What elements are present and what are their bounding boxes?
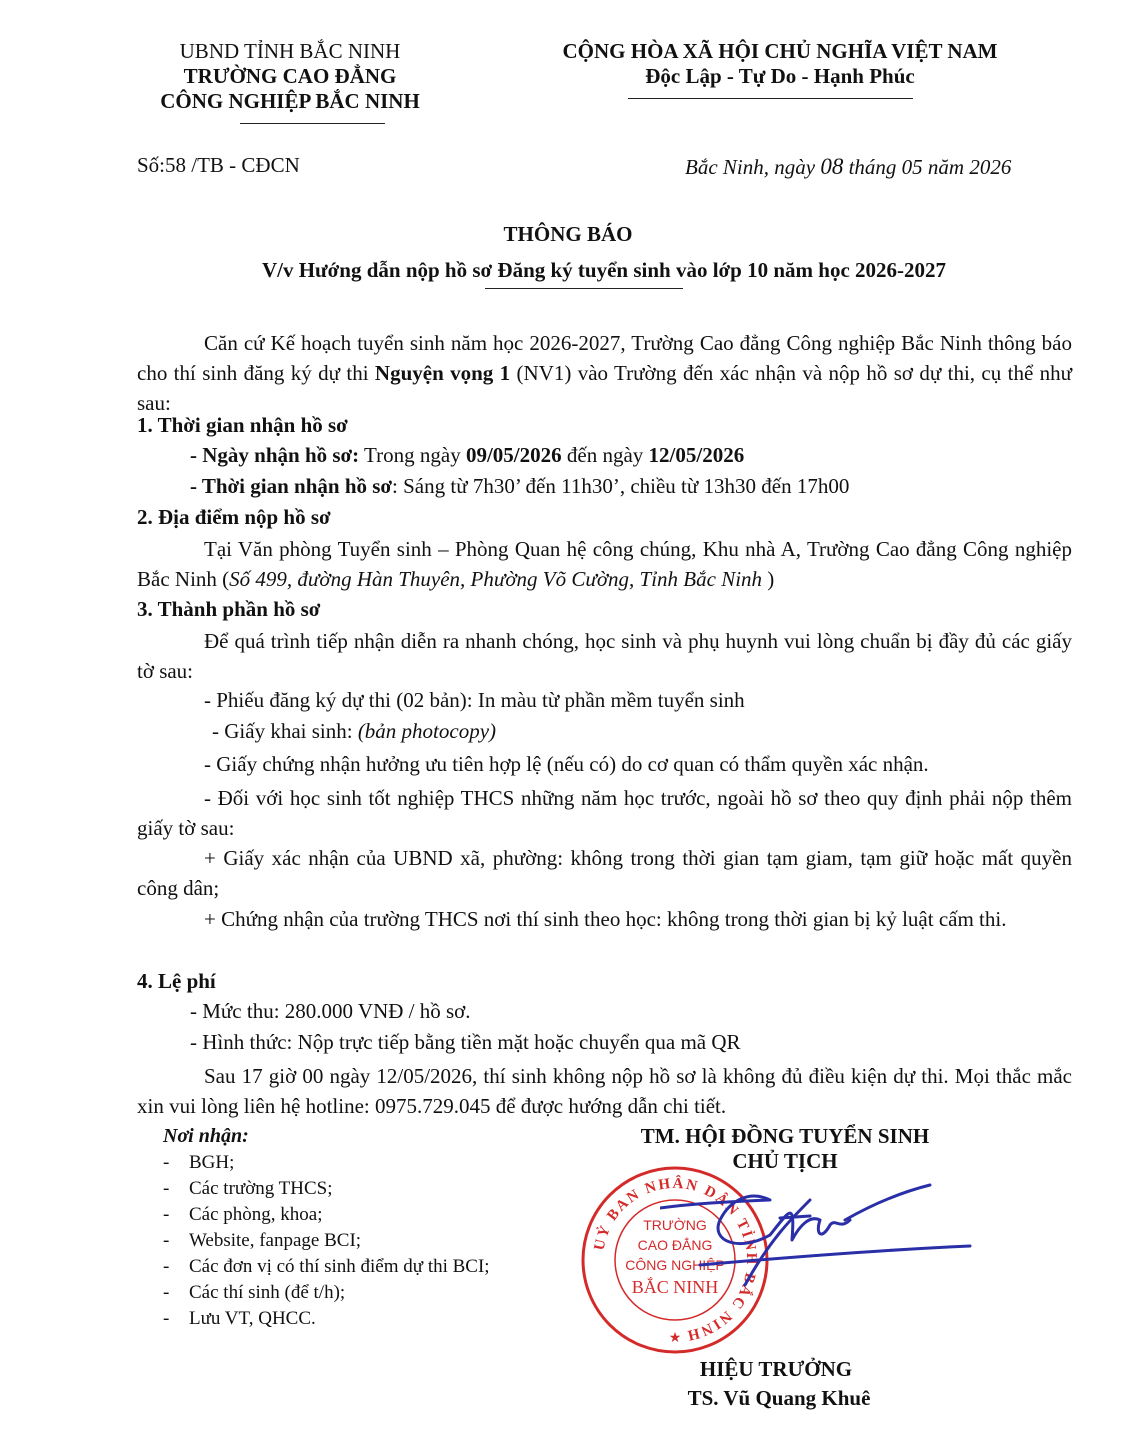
subject-underline <box>485 288 683 289</box>
date-day: 08 <box>820 154 844 179</box>
signer-position: HIỆU TRƯỞNG <box>699 1357 853 1381</box>
signature-line2: CHỦ TỊCH <box>732 1149 838 1174</box>
list-item: - Các thí sinh (để t/h); <box>163 1282 346 1303</box>
list-item: - Các phòng, khoa; <box>163 1204 323 1225</box>
issuer-block <box>130 39 450 115</box>
section1-date: - Ngày nhận hồ sơ: Trong ngày 09/05/2026 đến ngày 12/05/2026 <box>190 443 745 467</box>
list-item: - BGH; <box>163 1152 235 1173</box>
section3-item-priority: - Giấy chứng nhận hưởng ưu tiên hợp lệ (nếu có) do cơ quan có thẩm quyền xác nhận. <box>204 752 929 776</box>
page-title: THÔNG BÁO <box>503 222 633 246</box>
date-prefix: Bắc Ninh, ngày <box>685 155 816 179</box>
issuer-school-line1: TRƯỜNG CAO ĐẲNG <box>183 64 397 89</box>
national-motto-block <box>525 39 1035 89</box>
motto-underline <box>628 98 913 99</box>
list-item: - Lưu VT, QHCC. <box>163 1308 316 1329</box>
section3-item-previous-grads: - Đối với học sinh tốt nghiệp THCS những năm học trước, ngoài hồ sơ theo quy định phải nộp thêm giấy tờ sau: <box>137 786 1072 840</box>
section4-note: Sau 17 giờ 00 ngày 12/05/2026, thí sinh không nộp hồ sơ là không đủ điều kiện dự thi. Mọi thắc mắc xin vui lòng liên hệ hotline: 0975.729.045 để được hướng dẫn chi tiết. <box>137 1064 1072 1118</box>
issuer-underline <box>240 123 385 124</box>
date-rest: tháng 05 năm 2026 <box>848 155 1012 179</box>
section3-intro: Để quá trình tiếp nhận diễn ra nhanh chóng, học sinh và phụ huynh vui lòng chuẩn bị đầy đủ các giấy tờ sau: <box>137 629 1072 683</box>
section3-item-birth-certificate: - Giấy khai sinh: (bản photocopy) <box>212 719 497 743</box>
section3-heading: 3. Thành phần hồ sơ <box>137 597 321 621</box>
list-item: - Website, fanpage BCI; <box>163 1230 362 1251</box>
stamp-line1: TRƯỜNG <box>643 1217 707 1233</box>
stamp-line4: BẮC NINH <box>631 1277 719 1297</box>
section3-item-ward-confirmation: + Giấy xác nhận của UBND xã, phường: không trong thời gian tạm giam, tạm giữ hoặc mất quyền công dân; <box>137 846 1072 900</box>
intro-paragraph: Căn cứ Kế hoạch tuyển sinh năm học 2026-2027, Trường Cao đẳng Công nghiệp Bắc Ninh thông báo cho thí sinh đăng ký dự thi Nguyện vọng 1 (NV1) vào Trường đến xác nhận và nộp hồ sơ dự thi, cụ thể như sau: <box>137 331 1073 415</box>
list-item: - Các đơn vị có thí sinh điểm dự thi BCI; <box>163 1256 490 1277</box>
recipients-heading: Nơi nhận: <box>163 1125 249 1147</box>
document-subject: V/v Hướng dẫn nộp hồ sơ Đăng ký tuyển sinh vào lớp 10 năm học 2026-2027 <box>261 258 947 282</box>
issuer-authority: UBND TỈNH BẮC NINH <box>179 39 401 63</box>
recipients-list <box>163 1150 490 1332</box>
document-date <box>685 153 1011 181</box>
section4-heading: 4. Lệ phí <box>137 969 216 993</box>
signer-name: TS. Vũ Quang Khuê <box>687 1386 871 1410</box>
section4-fee: - Mức thu: 280.000 VNĐ / hồ sơ. <box>190 999 471 1023</box>
stamp-line3: CÔNG NGHIỆP <box>625 1257 725 1273</box>
stamp-line2: CAO ĐẲNG <box>637 1237 713 1253</box>
stamp-star-icon: ★ <box>668 1329 682 1345</box>
signature-line1: TM. HỘI ĐỒNG TUYỂN SINH <box>640 1124 930 1148</box>
section2-heading: 2. Địa điểm nộp hồ sơ <box>137 505 331 529</box>
section3-item-registration-form: - Phiếu đăng ký dự thi (02 bản): In màu từ phần mềm tuyển sinh <box>204 688 745 712</box>
section1-time: - Thời gian nhận hồ sơ: Sáng từ 7h30’ đến 11h30’, chiều từ 13h30 đến 17h00 <box>190 474 850 498</box>
section3-item-school-confirmation: + Chứng nhận của trường THCS nơi thí sinh theo học: không trong thời gian bị kỷ luật cấm thi. <box>204 907 1007 931</box>
section2-address: Số 499, đường Hàn Thuyên, Phường Võ Cường, Tỉnh Bắc Ninh <box>229 567 763 591</box>
intro-bold: Nguyện vọng 1 <box>374 361 511 385</box>
national-title: CỘNG HÒA XÃ HỘI CHỦ NGHĨA VIỆT NAM <box>562 39 998 63</box>
issuer-school-line2: CÔNG NGHIỆP BẮC NINH <box>160 89 420 114</box>
list-item: - Các trường THCS; <box>163 1178 333 1199</box>
document-number: Số:58 /TB - CĐCN <box>137 153 300 177</box>
section1-heading: 1. Thời gian nhận hồ sơ <box>137 413 348 437</box>
handwritten-signature <box>660 1180 990 1310</box>
national-motto: Độc Lập - Tự Do - Hạnh Phúc <box>645 64 915 89</box>
stamp-ring-text: UỶ BAN NHÂN DÂN TỈNH BẮC NINH <box>591 1175 760 1344</box>
section4-method: - Hình thức: Nộp trực tiếp bằng tiền mặt hoặc chuyển qua mã QR <box>190 1030 741 1054</box>
section2-text: Tại Văn phòng Tuyển sinh – Phòng Quan hệ công chúng, Khu nhà A, Trường Cao đẳng Công nghiệp Bắc Ninh (Số 499, đường Hàn Thuyên, Phường Võ Cường, Tỉnh Bắc Ninh ) <box>137 537 1072 591</box>
